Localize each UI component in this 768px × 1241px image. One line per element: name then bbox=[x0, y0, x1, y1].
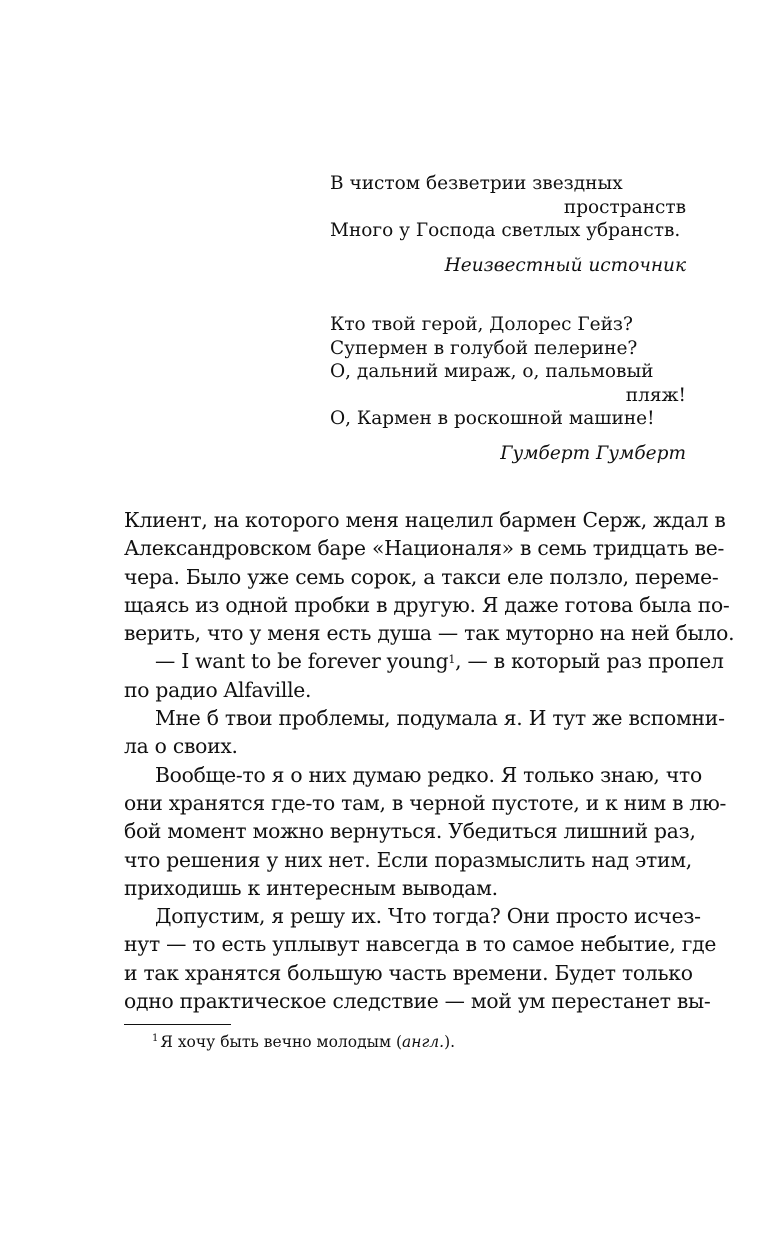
body-line: и так хранятся большую часть времени. Будет только bbox=[124, 960, 693, 985]
body-line-part: , — в который раз пропел bbox=[455, 649, 724, 674]
body-line: что решения у них нет. Если поразмыслить над этим, bbox=[124, 847, 692, 872]
body-line: верить, что у меня есть душа — так муторно на ней было. bbox=[124, 621, 735, 646]
epigraph-2-attribution: Гумберт Гумберт bbox=[500, 442, 686, 464]
body-line: одно практическое следствие — мой ум перестанет вы- bbox=[124, 989, 711, 1014]
epigraph-1-line: пространств bbox=[563, 196, 686, 218]
body-line: приходишь к интересным выводам. bbox=[124, 875, 498, 900]
body-line: они хранятся где-то там, в черной пустоте, и к ним в лю- bbox=[124, 790, 727, 815]
footnote-reference[interactable]: 1 bbox=[448, 652, 456, 666]
epigraph-1-line: В чистом безветрии звездных bbox=[330, 173, 623, 194]
epigraph-2-line: Кто твой герой, Долорес Гейз? bbox=[330, 314, 633, 335]
footnote-tail: ). bbox=[444, 1033, 456, 1051]
body-line: Вообще-то я о них думаю редко. Я только знаю, что bbox=[155, 762, 702, 787]
footnote-divider bbox=[124, 1024, 231, 1025]
body-line: Мне б твои проблемы, подумала я. И тут же вспомни- bbox=[155, 706, 725, 731]
footnote bbox=[152, 1032, 455, 1052]
body-line: бой момент можно вернуться. Убедиться лишний раз, bbox=[124, 819, 696, 844]
epigraph-2-line: Супермен в голубой пелерине? bbox=[330, 337, 638, 359]
epigraph-2-line: О, Кармен в роскошной машине! bbox=[330, 408, 655, 429]
footnote-text: Я хочу быть вечно молодым ( bbox=[160, 1033, 403, 1051]
body-line-part: — I want to be forever young bbox=[155, 649, 449, 674]
epigraph-1-attribution: Неизвестный источник bbox=[444, 254, 686, 276]
footnote-number: 1 bbox=[152, 1032, 159, 1044]
body-line: Клиент, на которого меня нацелил бармен Серж, ждал в bbox=[124, 508, 726, 532]
body-line: нут — то есть уплывут навсегда в то самое небытие, где bbox=[124, 932, 717, 957]
epigraph-2-line: О, дальний мираж, о, пальмовый bbox=[330, 361, 654, 382]
body-line: чера. Было уже семь сорок, а такси еле ползло, переме- bbox=[124, 564, 719, 589]
epigraph-1-line: Много у Господа светлых убранств. bbox=[330, 220, 681, 241]
epigraph-1 bbox=[330, 172, 686, 277]
body-line: ла о своих. bbox=[124, 734, 238, 759]
body-line: по радио Alfaville. bbox=[124, 677, 312, 702]
body-line: щаясь из одной пробки в другую. Я даже готова была по- bbox=[124, 592, 730, 617]
body-line: Александровском баре «Националя» в семь тридцать ве- bbox=[124, 536, 725, 561]
footnote-language: англ. bbox=[402, 1033, 445, 1051]
body-line bbox=[124, 647, 724, 675]
epigraph-2 bbox=[330, 313, 686, 465]
body-line: Допустим, я решу их. Что тогда? Они просто исчез- bbox=[155, 904, 701, 929]
body-text bbox=[124, 506, 735, 1015]
epigraph-2-line: пляж! bbox=[625, 384, 686, 406]
